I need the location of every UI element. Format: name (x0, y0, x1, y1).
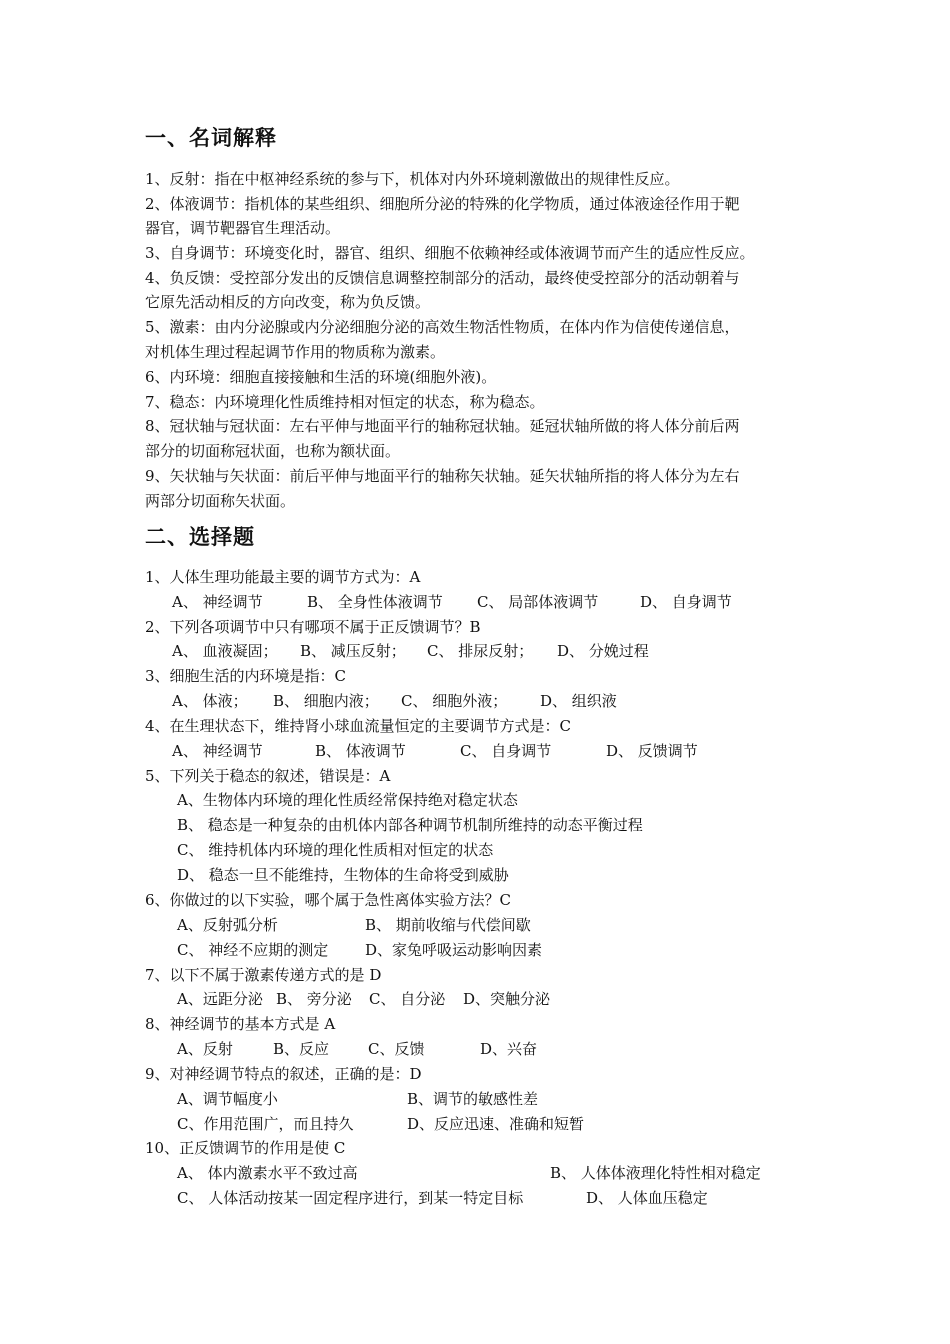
option-d: D、 分娩过程 (557, 642, 649, 660)
option-a: A、 体内激素水平不致过高 (177, 1164, 358, 1182)
definition-line: 它原先活动相反的方向改变，称为负反馈。 (145, 293, 431, 311)
definition-line: 7、稳态：内环境理化性质维持相对恒定的状态，称为稳态。 (145, 393, 545, 411)
option-b: B、 体液调节 (315, 742, 406, 760)
option-c: C、反馈 (368, 1040, 425, 1058)
option-d: D、兴奋 (480, 1040, 538, 1058)
question-stem: 1、人体生理功能最主要的调节方式为：A (145, 568, 421, 586)
definition-line: 6、内环境：细胞直接接触和生活的环境(细胞外液)。 (145, 368, 497, 386)
option-a: A、生物体内环境的理化性质经常保持绝对稳定状态 (177, 791, 518, 809)
definition-line: 部分的切面称冠状面，也称为额状面。 (145, 442, 401, 460)
option-a: A、反射 (177, 1040, 233, 1058)
option-c: C、 排尿反射； (427, 642, 534, 660)
option-b: B、 期前收缩与代偿间歇 (365, 916, 531, 934)
definition-line: 对机体生理过程起调节作用的物质称为激素。 (145, 343, 446, 361)
option-d: D、家兔呼吸运动影响因素 (365, 941, 543, 959)
option-c: C、 神经不应期的测定 (177, 941, 329, 959)
option-b: B、反应 (273, 1040, 330, 1058)
option-d: D、突触分泌 (463, 990, 551, 1008)
option-b: B、 全身性体液调节 (307, 593, 443, 611)
option-c: C、作用范围广，而且持久 (177, 1115, 354, 1133)
option-a: A、 神经调节 (172, 742, 263, 760)
option-b: B、 旁分泌 (276, 990, 352, 1008)
option-b: B、调节的敏感性差 (407, 1090, 539, 1108)
option-c: C、 维持机体内环境的理化性质相对恒定的状态 (177, 841, 494, 859)
definition-line: 5、激素：由内分泌腺或内分泌细胞分泌的高效生物活性物质，在体内作为信使传递信息， (145, 318, 740, 336)
question-stem: 4、在生理状态下，维持肾小球血流量恒定的主要调节方式是：C (145, 717, 572, 735)
option-d: D、 反馈调节 (606, 742, 698, 760)
option-d: D、 稳态一旦不能维持，生物体的生命将受到威胁 (177, 866, 509, 884)
definition-line: 器官，调节靶器官生理活动。 (145, 219, 341, 237)
option-a: A、 血液凝固； (172, 642, 278, 660)
option-b: B、 细胞内液； (273, 692, 379, 710)
question-stem: 3、细胞生活的内环境是指：C (145, 667, 347, 685)
option-a: A、 神经调节 (172, 593, 263, 611)
option-a: A、远距分泌 (177, 990, 263, 1008)
option-b: B、 减压反射； (300, 642, 406, 660)
option-d: D、反应迅速、准确和短暂 (407, 1115, 585, 1133)
definition-line: 两部分切面称矢状面。 (145, 492, 296, 510)
definition-line: 1、反射：指在中枢神经系统的参与下，机体对内外环境刺激做出的规律性反应。 (145, 170, 680, 188)
option-a: A、调节幅度小 (177, 1090, 278, 1108)
definition-line: 4、负反馈：受控部分发出的反馈信息调整控制部分的活动，最终使受控部分的活动朝着与 (145, 269, 740, 287)
section-heading-definitions: 一、名词解释 (145, 126, 277, 150)
question-stem: 8、神经调节的基本方式是 A (145, 1015, 336, 1033)
question-stem: 5、下列关于稳态的叙述，错误是：A (145, 767, 391, 785)
option-b: B、 稳态是一种复杂的由机体内部各种调节机制所维持的动态平衡过程 (177, 816, 643, 834)
option-c: C、 人体活动按某一固定程序进行，到某一特定目标 (177, 1189, 524, 1207)
question-stem: 7、以下不属于激素传递方式的是 D (145, 966, 382, 984)
question-stem: 6、你做过的以下实验，哪个属于急性离体实验方法？C (145, 891, 512, 909)
definition-line: 2、体液调节：指机体的某些组织、细胞所分泌的特殊的化学物质，通过体液途径作用于靶 (145, 195, 740, 213)
question-stem: 2、下列各项调节中只有哪项不属于正反馈调节？B (145, 618, 481, 636)
option-c: C、 细胞外液； (401, 692, 508, 710)
option-a: A、反射弧分析 (177, 916, 278, 934)
definition-line: 9、矢状轴与矢状面：前后平伸与地面平行的轴称矢状轴。延矢状轴所指的将人体分为左右 (145, 467, 740, 485)
option-d: D、 人体血压稳定 (586, 1189, 708, 1207)
option-c: C、 自身调节 (460, 742, 552, 760)
option-d: D、 组织液 (540, 692, 617, 710)
option-c: C、 自分泌 (369, 990, 446, 1008)
option-d: D、 自身调节 (640, 593, 732, 611)
option-b: B、 人体体液理化特性相对稳定 (550, 1164, 761, 1182)
definition-line: 3、自身调节：环境变化时，器官、组织、细胞不依赖神经或体液调节而产生的适应性反应。 (145, 244, 755, 262)
option-c: C、 局部体液调节 (477, 593, 599, 611)
question-stem: 9、对神经调节特点的叙述，正确的是：D (145, 1065, 422, 1083)
option-a: A、 体液； (172, 692, 248, 710)
section-heading-choices: 二、选择题 (145, 525, 255, 549)
definition-line: 8、冠状轴与冠状面：左右平伸与地面平行的轴称冠状轴。延冠状轴所做的将人体分前后两 (145, 417, 740, 435)
question-stem: 10、正反馈调节的作用是使 C (145, 1139, 346, 1157)
